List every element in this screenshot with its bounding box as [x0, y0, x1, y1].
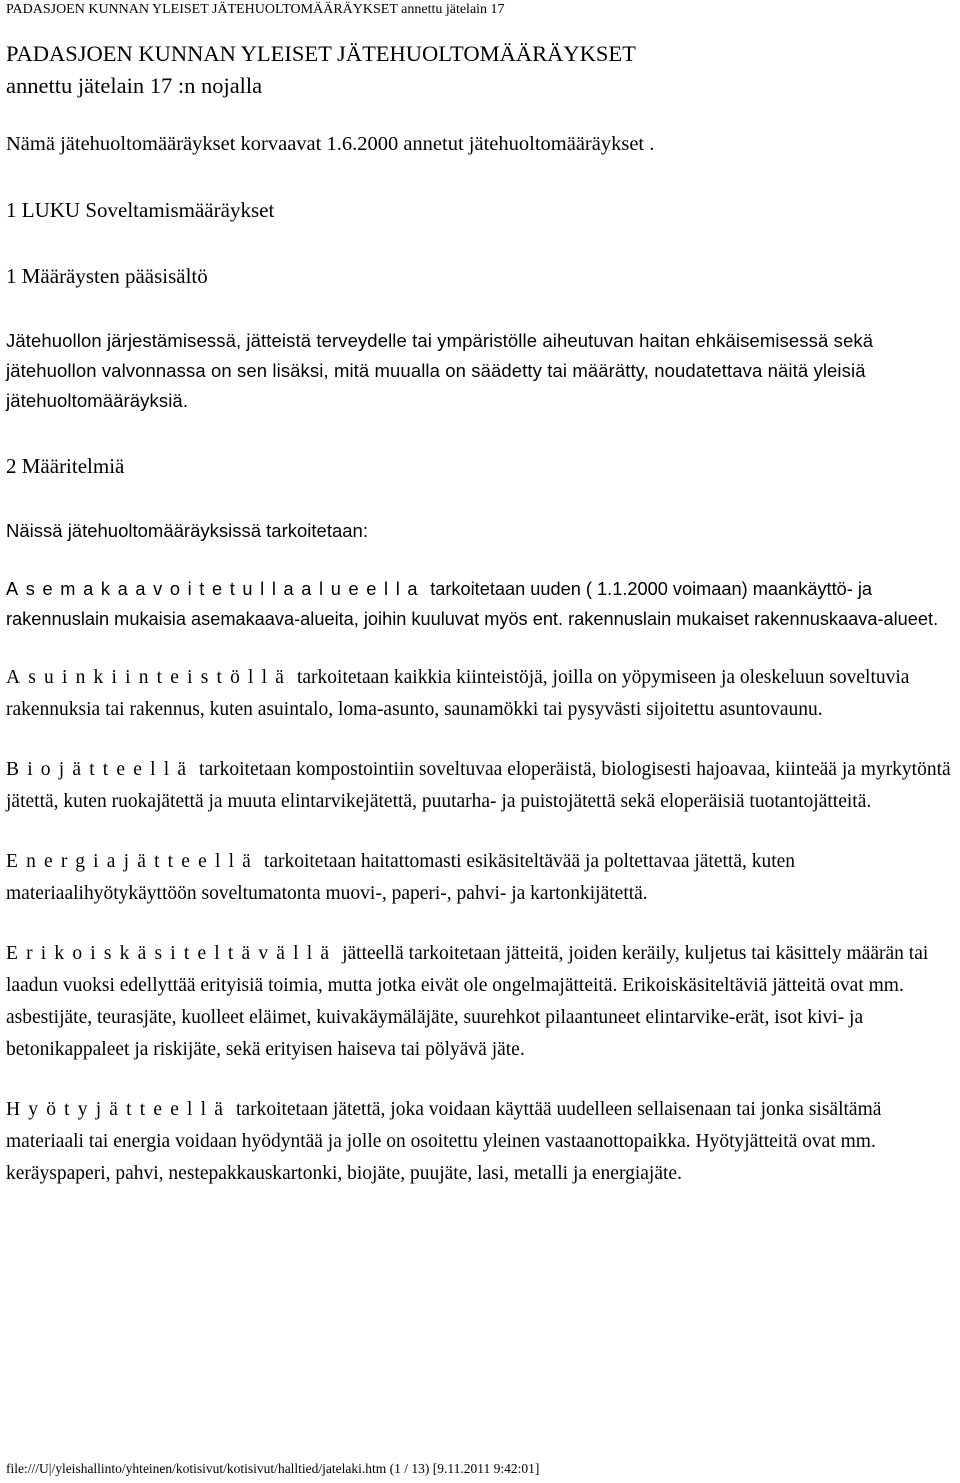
- definition-asuinkiinteisto: [6, 662, 956, 726]
- definition-text: tarkoitetaan jätettä, joka voidaan käyttää uudelleen sellaisenaan tai jonka sisältämä materiaali tai energia voidaan hyödyntää ja jolle on osoitettu yleinen vastaanottopaikka. Hyötyjätteitä ovat mm. keräyspaperi, pahvi, nestepakkauskartonki, biojäte, puujäte, lasi, metalli ja energiajäte.: [6, 1099, 882, 1184]
- document-title: [6, 38, 956, 102]
- running-header: PADASJOEN KUNNAN YLEISET JÄTEHUOLTOMÄÄRÄYKSET annettu jätelain 17: [6, 2, 505, 17]
- definition-term: Energiajätteellä: [6, 851, 260, 872]
- file-path-footer: file:///U|/yleishallinto/yhteinen/kotisivut/kotisivut/halltied/jatelaki.htm (1 / 13) [9.11.2011 9:42:01]: [6, 1461, 540, 1476]
- definition-text: tarkoitetaan kaikkia kiinteistöjä, joilla on yöpymiseen ja oleskeluun soveltuvia rakennuksia tai rakennus, kuten asuintalo, loma-asunto, saunamökki tai pysyvästi sijoitettu asuntovaunu.: [6, 667, 910, 720]
- title-line-1: PADASJOEN KUNNAN YLEISET JÄTEHUOLTOMÄÄRÄYKSET: [6, 41, 636, 66]
- definition-erikoiskasiteltava: [6, 938, 956, 1066]
- section-1-text: Jätehuollon järjestämisessä, jätteistä terveydelle tai ympäristölle aiheutuvan haitan ehkäisemisessä sekä jätehuollon valvonnassa on sen lisäksi, mitä muualla on säädetty tai määrätty, noudatettava näitä yleisiä jätehuoltomääräyksiä.: [6, 330, 874, 411]
- definition-text: jätteellä tarkoitetaan jätteitä, joiden keräily, kuljetus tai käsittely määrän tai laadun vuoksi edellyttää erityisiä toimia, mutta jotka eivät ole ongelmajätteitä. Erikoiskäsiteltäviä jätteitä ovat mm. asbestijäte, teurasjäte, kuolleet eläimet, kuivakäymäläjäte, suurehkot pilaantuneet elintarvike-erät, isot kivi- ja betonikappaleet ja riskijäte, sekä erityisen haiseva tai pölyävä jäte.: [6, 943, 929, 1060]
- definition-energiajate: [6, 846, 956, 910]
- definition-text: tarkoitetaan kompostointiin soveltuvaa eloperäistä, biologisesti hajoavaa, kiinteää ja myrkytöntä jätettä, kuten ruokajätettä ja muuta elintarvikejätettä, puutarha- ja puistojätettä sekä eloperäisiä tuotantojätteitä.: [6, 759, 951, 812]
- definition-term: Erikoiskäsiteltävällä: [6, 943, 338, 964]
- section-2-heading: 2 Määritelmiä: [6, 454, 125, 478]
- definition-biojate: [6, 754, 956, 818]
- section-2-intro: Näissä jätehuoltomääräyksissä tarkoitetaan:: [6, 520, 368, 541]
- section-1-heading: 1 Määräysten pääsisältö: [6, 264, 208, 288]
- replacement-note: Nämä jätehuoltomääräykset korvaavat 1.6.2000 annetut jätehuoltomääräykset .: [6, 133, 655, 155]
- title-line-2: annettu jätelain 17 :n nojalla: [6, 73, 263, 98]
- definition-text: tarkoitetaan haitattomasti esikäsiteltävää ja poltettavaa jätettä, kuten materiaalihyötykäyttöön soveltumatonta muovi-, paperi-, pahvi- ja kartonkijätettä.: [6, 851, 796, 904]
- chapter-heading: 1 LUKU Soveltamismääräykset: [6, 198, 275, 222]
- document-body: [6, 38, 956, 1190]
- definition-text: tarkoitetaan uuden ( 1.1.2000 voimaan) maankäyttö- ja rakennuslain mukaisia asemakaava-alueita, joihin kuuluvat myös ent. rakennuslain mukaiset rakennuskaava-alueet.: [6, 579, 939, 629]
- definition-term: Hyötyjätteellä: [6, 1099, 232, 1120]
- definition-term: Asuinkiinteistöllä: [6, 667, 293, 688]
- definition-term: Asemakaavoitetullaalueella: [6, 579, 426, 599]
- definition-term: Biojätteellä: [6, 759, 195, 780]
- definition-asemakaava: [6, 574, 956, 634]
- definition-hyotyjate: [6, 1094, 956, 1190]
